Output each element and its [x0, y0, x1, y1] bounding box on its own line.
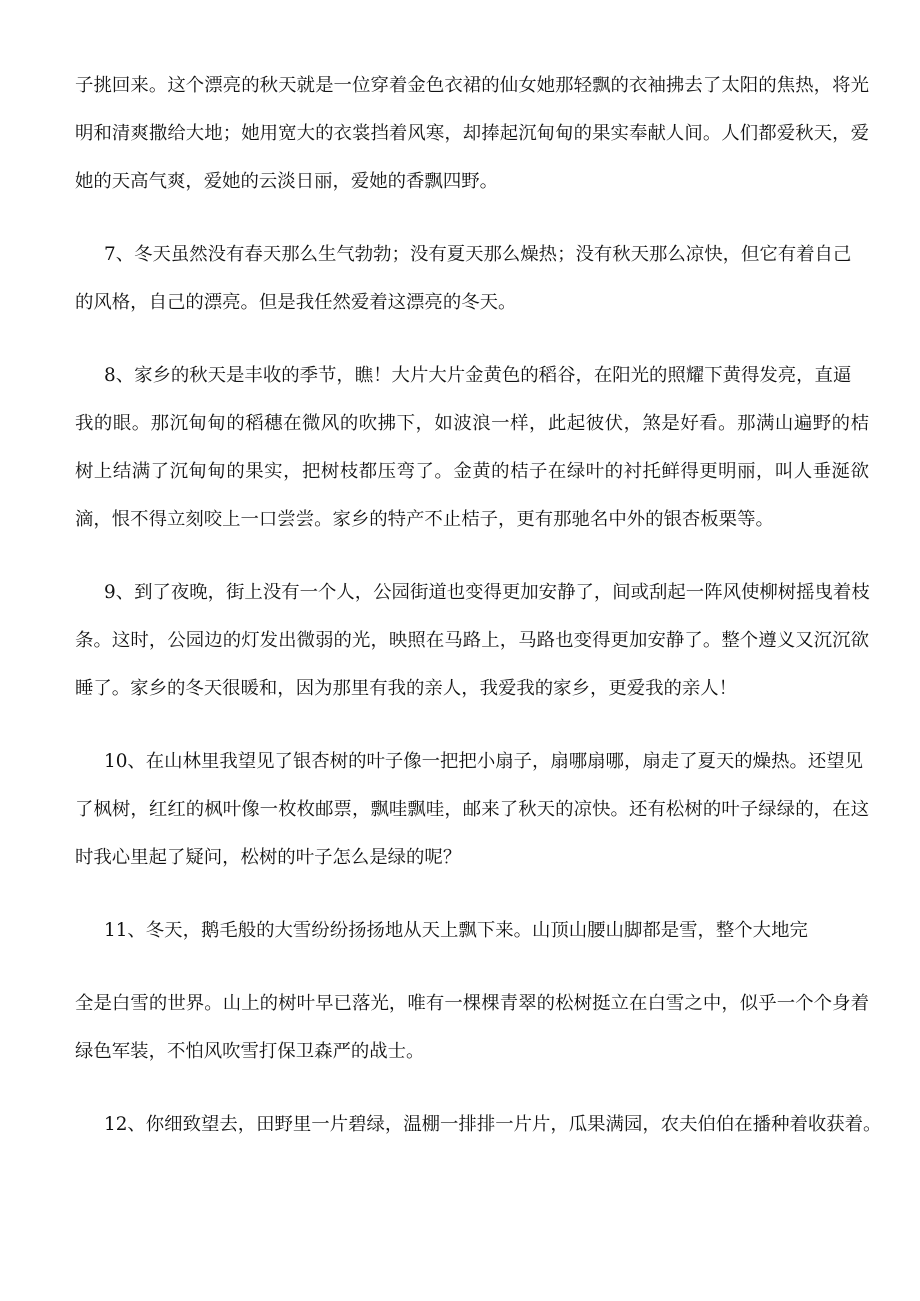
paragraph-8-line-3: 树上结满了沉甸甸的果实，把树枝都压弯了。金黄的桔子在绿叶的衬托鲜得更明丽，叫人垂涎欲	[75, 461, 869, 482]
paragraph-8-line-4: 滴，恨不得立刻咬上一口尝尝。家乡的特产不止桔子，更有那驰名中外的银杏板栗等。	[75, 509, 774, 530]
paragraph-11-line-2: 全是白雪的世界。山上的树叶早已落光，唯有一棵棵青翠的松树挺立在白雪之中，似乎一个个身着	[75, 993, 869, 1014]
paragraph-8-line-1: 8、家乡的秋天是丰收的季节，瞧！大片大片金黄色的稻谷，在阳光的照耀下黄得发亮，直逼	[104, 365, 852, 386]
paragraph-10-line-3: 时我心里起了疑问，松树的叶子怎么是绿的呢？	[75, 847, 462, 868]
paragraph-11-line-3: 绿色军装，不怕风吹雪打保卫森严的战士。	[75, 1041, 425, 1062]
paragraph-9-line-1: 9、到了夜晚，街上没有一个人，公园街道也变得更加安静了，间或刮起一阵风使柳树摇曳着枝	[104, 582, 870, 603]
paragraph-7-line-1: 7、冬天虽然没有春天那么生气勃勃；没有夏天那么燥热；没有秋天那么凉快，但它有着自己	[104, 244, 852, 265]
paragraph-12-line-1: 12、你细致望去，田野里一片碧绿，温棚一排排一片片，瓜果满园，农夫伯伯在播种着收获着。	[104, 1114, 882, 1135]
paragraph-10-line-1: 10、在山林里我望见了银杏树的叶子像一把把小扇子，扇哪扇哪，扇走了夏天的燥热。还望见	[104, 751, 864, 772]
paragraph-11-line-1: 11、冬天，鹅毛般的大雪纷纷扬扬地从天上飘下来。山顶山腰山脚都是雪，整个大地完	[104, 920, 808, 941]
paragraph-9-line-3: 睡了。家乡的冬天很暖和，因为那里有我的亲人，我爱我的家乡，更爱我的亲人！	[75, 678, 738, 699]
paragraph-9-line-2: 条。这时，公园边的灯发出微弱的光，映照在马路上，马路也变得更加安静了。整个遵义又沉沉欲	[75, 630, 869, 651]
paragraph-7-line-2: 的风格，自己的漂亮。但是我任然爱着这漂亮的冬天。	[75, 292, 517, 313]
paragraph-10-line-2: 了枫树，红红的枫叶像一枚枚邮票，飘哇飘哇，邮来了秋天的凉快。还有松树的叶子绿绿的，在这	[75, 799, 869, 820]
paragraph-6-line-3: 她的天高气爽，爱她的云淡日丽，爱她的香飘四野。	[75, 171, 498, 192]
paragraph-6-line-2: 明和清爽撒给大地；她用宽大的衣裳挡着风寒，却捧起沉甸甸的果实奉献人间。人们都爱秋天，爱	[75, 123, 869, 144]
paragraph-8-line-2: 我的眼。那沉甸甸的稻穗在微风的吹拂下，如波浪一样，此起彼伏，煞是好看。那满山遍野的桔	[75, 413, 869, 434]
paragraph-6-line-1: 子挑回来。这个漂亮的秋天就是一位穿着金色衣裙的仙女她那轻飘的衣袖拂去了太阳的焦热，将光	[75, 75, 869, 96]
